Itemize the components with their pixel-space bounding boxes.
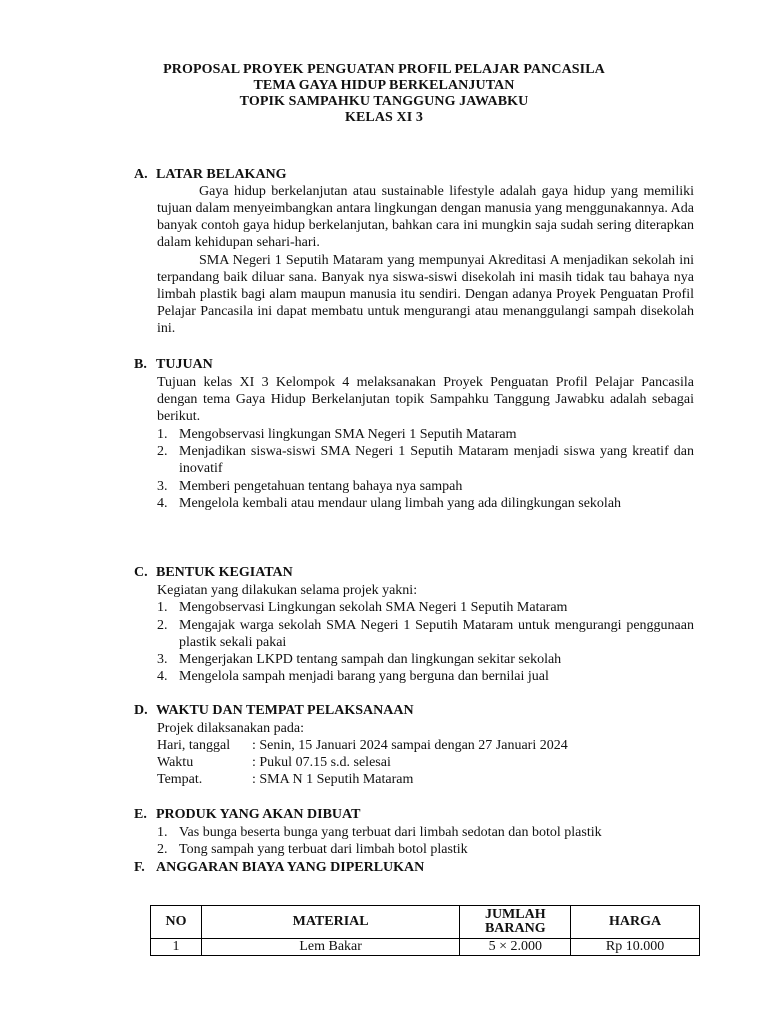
list-text: Menjadikan siswa-siswi SMA Negeri 1 Seputih Mataram menjadi siswa yang kreatif dan inovatif	[179, 444, 694, 476]
budget-table	[150, 905, 700, 956]
list-number: 2.	[157, 842, 168, 857]
list-item	[157, 478, 694, 495]
list-number: 4.	[157, 669, 168, 684]
section-d-intro: Projek dilaksanakan pada:	[157, 721, 304, 736]
section-a-paragraph-1: Gaya hidup berkelanjutan atau sustainable lifestyle adalah gaya hidup yang memiliki tujuan dalam menyeimbangkan antara lingkungan dengan manusia yang menggunakannya. Ada banyak contoh gaya hidup berkelanjutan, bahkan cara ini mungkin saja sudah sering diterapkan dalam kehidupan sehari-hari.	[157, 184, 694, 250]
column-header-material: MATERIAL	[201, 906, 459, 939]
section-b-letter: B.	[134, 357, 147, 372]
list-number: 3.	[157, 652, 168, 667]
list-item	[157, 668, 694, 685]
list-number: 2.	[157, 444, 168, 459]
section-c-intro: Kegiatan yang dilakukan selama projek yakni:	[157, 583, 418, 598]
section-d-title: WAKTU DAN TEMPAT PELAKSANAAN	[156, 703, 414, 718]
cell-no: 1	[151, 939, 202, 956]
list-number: 1.	[157, 825, 168, 840]
section-e-title: PRODUK YANG AKAN DIBUAT	[156, 807, 361, 822]
schedule-row	[157, 771, 413, 788]
section-b-intro: Tujuan kelas XI 3 Kelompok 4 melaksanakan Proyek Penguatan Profil Pelajar Pancasila dengan tema Gaya Hidup Berkelanjutan topik Sampahku Tanggung Jawabku adalah sebagai berikut.	[157, 375, 694, 424]
schedule-value: : SMA N 1 Seputih Mataram	[252, 772, 414, 787]
table-header-row	[151, 906, 700, 939]
list-item	[157, 841, 694, 858]
list-item	[157, 443, 694, 477]
column-header-price: HARGA	[571, 906, 700, 939]
section-f-heading	[134, 859, 424, 877]
list-text: Mengelola kembali atau mendaur ulang limbah yang ada dilingkungan sekolah	[179, 496, 622, 511]
schedule-key: Tempat.	[157, 772, 203, 787]
list-item	[157, 824, 694, 841]
list-text: Vas bunga beserta bunga yang terbuat dari limbah sedotan dan botol plastik	[179, 825, 602, 840]
column-header-no: NO	[151, 906, 202, 939]
section-c-heading	[134, 564, 293, 582]
list-text: Mengobservasi lingkungan SMA Negeri 1 Seputih Mataram	[179, 427, 517, 442]
section-a-title: LATAR BELAKANG	[156, 167, 287, 182]
list-item	[157, 617, 694, 651]
section-a-heading	[134, 166, 287, 184]
list-number: 1.	[157, 427, 168, 442]
list-text: Memberi pengetahuan tentang bahaya nya sampah	[179, 479, 463, 494]
list-number: 1.	[157, 600, 168, 615]
section-a-paragraph-2: SMA Negeri 1 Seputih Mataram yang mempunyai Akreditasi A menjadikan sekolah ini terpandang baik diluar sana. Banyak nya siswa-siswi disekolah ini masih tidak tau bahaya nya limbah plastik bagi alam maupun manusia itu sendiri. Dengan adanya Proyek Penguatan Profil Pelajar Pancasila ini dapat membatu untuk mengurangi atau menanggulangi sampah disekolah ini.	[157, 253, 694, 336]
schedule-value: : Senin, 15 Januari 2024 sampai dengan 27 Januari 2024	[252, 738, 568, 753]
list-text: Mengerjakan LKPD tentang sampah dan lingkungan sekitar sekolah	[179, 652, 562, 667]
list-number: 3.	[157, 479, 168, 494]
schedule-key: Hari, tanggal	[157, 738, 231, 753]
section-e-heading	[134, 806, 360, 824]
section-b-heading	[134, 356, 213, 374]
section-c-title: BENTUK KEGIATAN	[156, 565, 293, 580]
section-a-letter: A.	[134, 167, 148, 182]
list-item	[157, 651, 694, 668]
list-number: 2.	[157, 618, 168, 633]
theme-title: TEMA GAYA HIDUP BERKELANJUTAN	[253, 78, 515, 93]
schedule-value: : Pukul 07.15 s.d. selesai	[252, 755, 391, 770]
topic-title: TOPIK SAMPAHKU TANGGUNG JAWABKU	[239, 94, 529, 109]
section-e-letter: E.	[134, 807, 147, 822]
table-row	[151, 939, 700, 956]
column-header-quantity: JUMLAH BARANG	[460, 906, 571, 939]
cell-price: Rp 10.000	[571, 939, 700, 956]
section-f-letter: F.	[134, 860, 145, 875]
cell-material: Lem Bakar	[201, 939, 459, 956]
list-text: Mengajak warga sekolah SMA Negeri 1 Seputih Mataram untuk mengurangi penggunaan plastik sekali pakai	[179, 618, 694, 650]
section-f-title: ANGGARAN BIAYA YANG DIPERLUKAN	[156, 860, 425, 875]
section-c-letter: C.	[134, 565, 148, 580]
schedule-key: Waktu	[157, 755, 194, 770]
list-item	[157, 426, 694, 443]
document-title: PROPOSAL PROYEK PENGUATAN PROFIL PELAJAR PANCASILA	[163, 62, 605, 77]
list-text: Mengelola sampah menjadi barang yang berguna dan bernilai jual	[179, 669, 549, 684]
section-d-letter: D.	[134, 703, 148, 718]
list-item	[157, 599, 694, 616]
class-title: KELAS XI 3	[344, 110, 424, 125]
schedule-row	[157, 737, 568, 754]
schedule-row	[157, 754, 391, 771]
list-item	[157, 495, 694, 512]
list-text: Tong sampah yang terbuat dari limbah botol plastik	[179, 842, 468, 857]
section-d-heading	[134, 702, 414, 720]
cell-quantity: 5 × 2.000	[460, 939, 571, 956]
list-text: Mengobservasi Lingkungan sekolah SMA Negeri 1 Seputih Mataram	[179, 600, 568, 615]
section-b-title: TUJUAN	[156, 357, 213, 372]
list-number: 4.	[157, 496, 168, 511]
